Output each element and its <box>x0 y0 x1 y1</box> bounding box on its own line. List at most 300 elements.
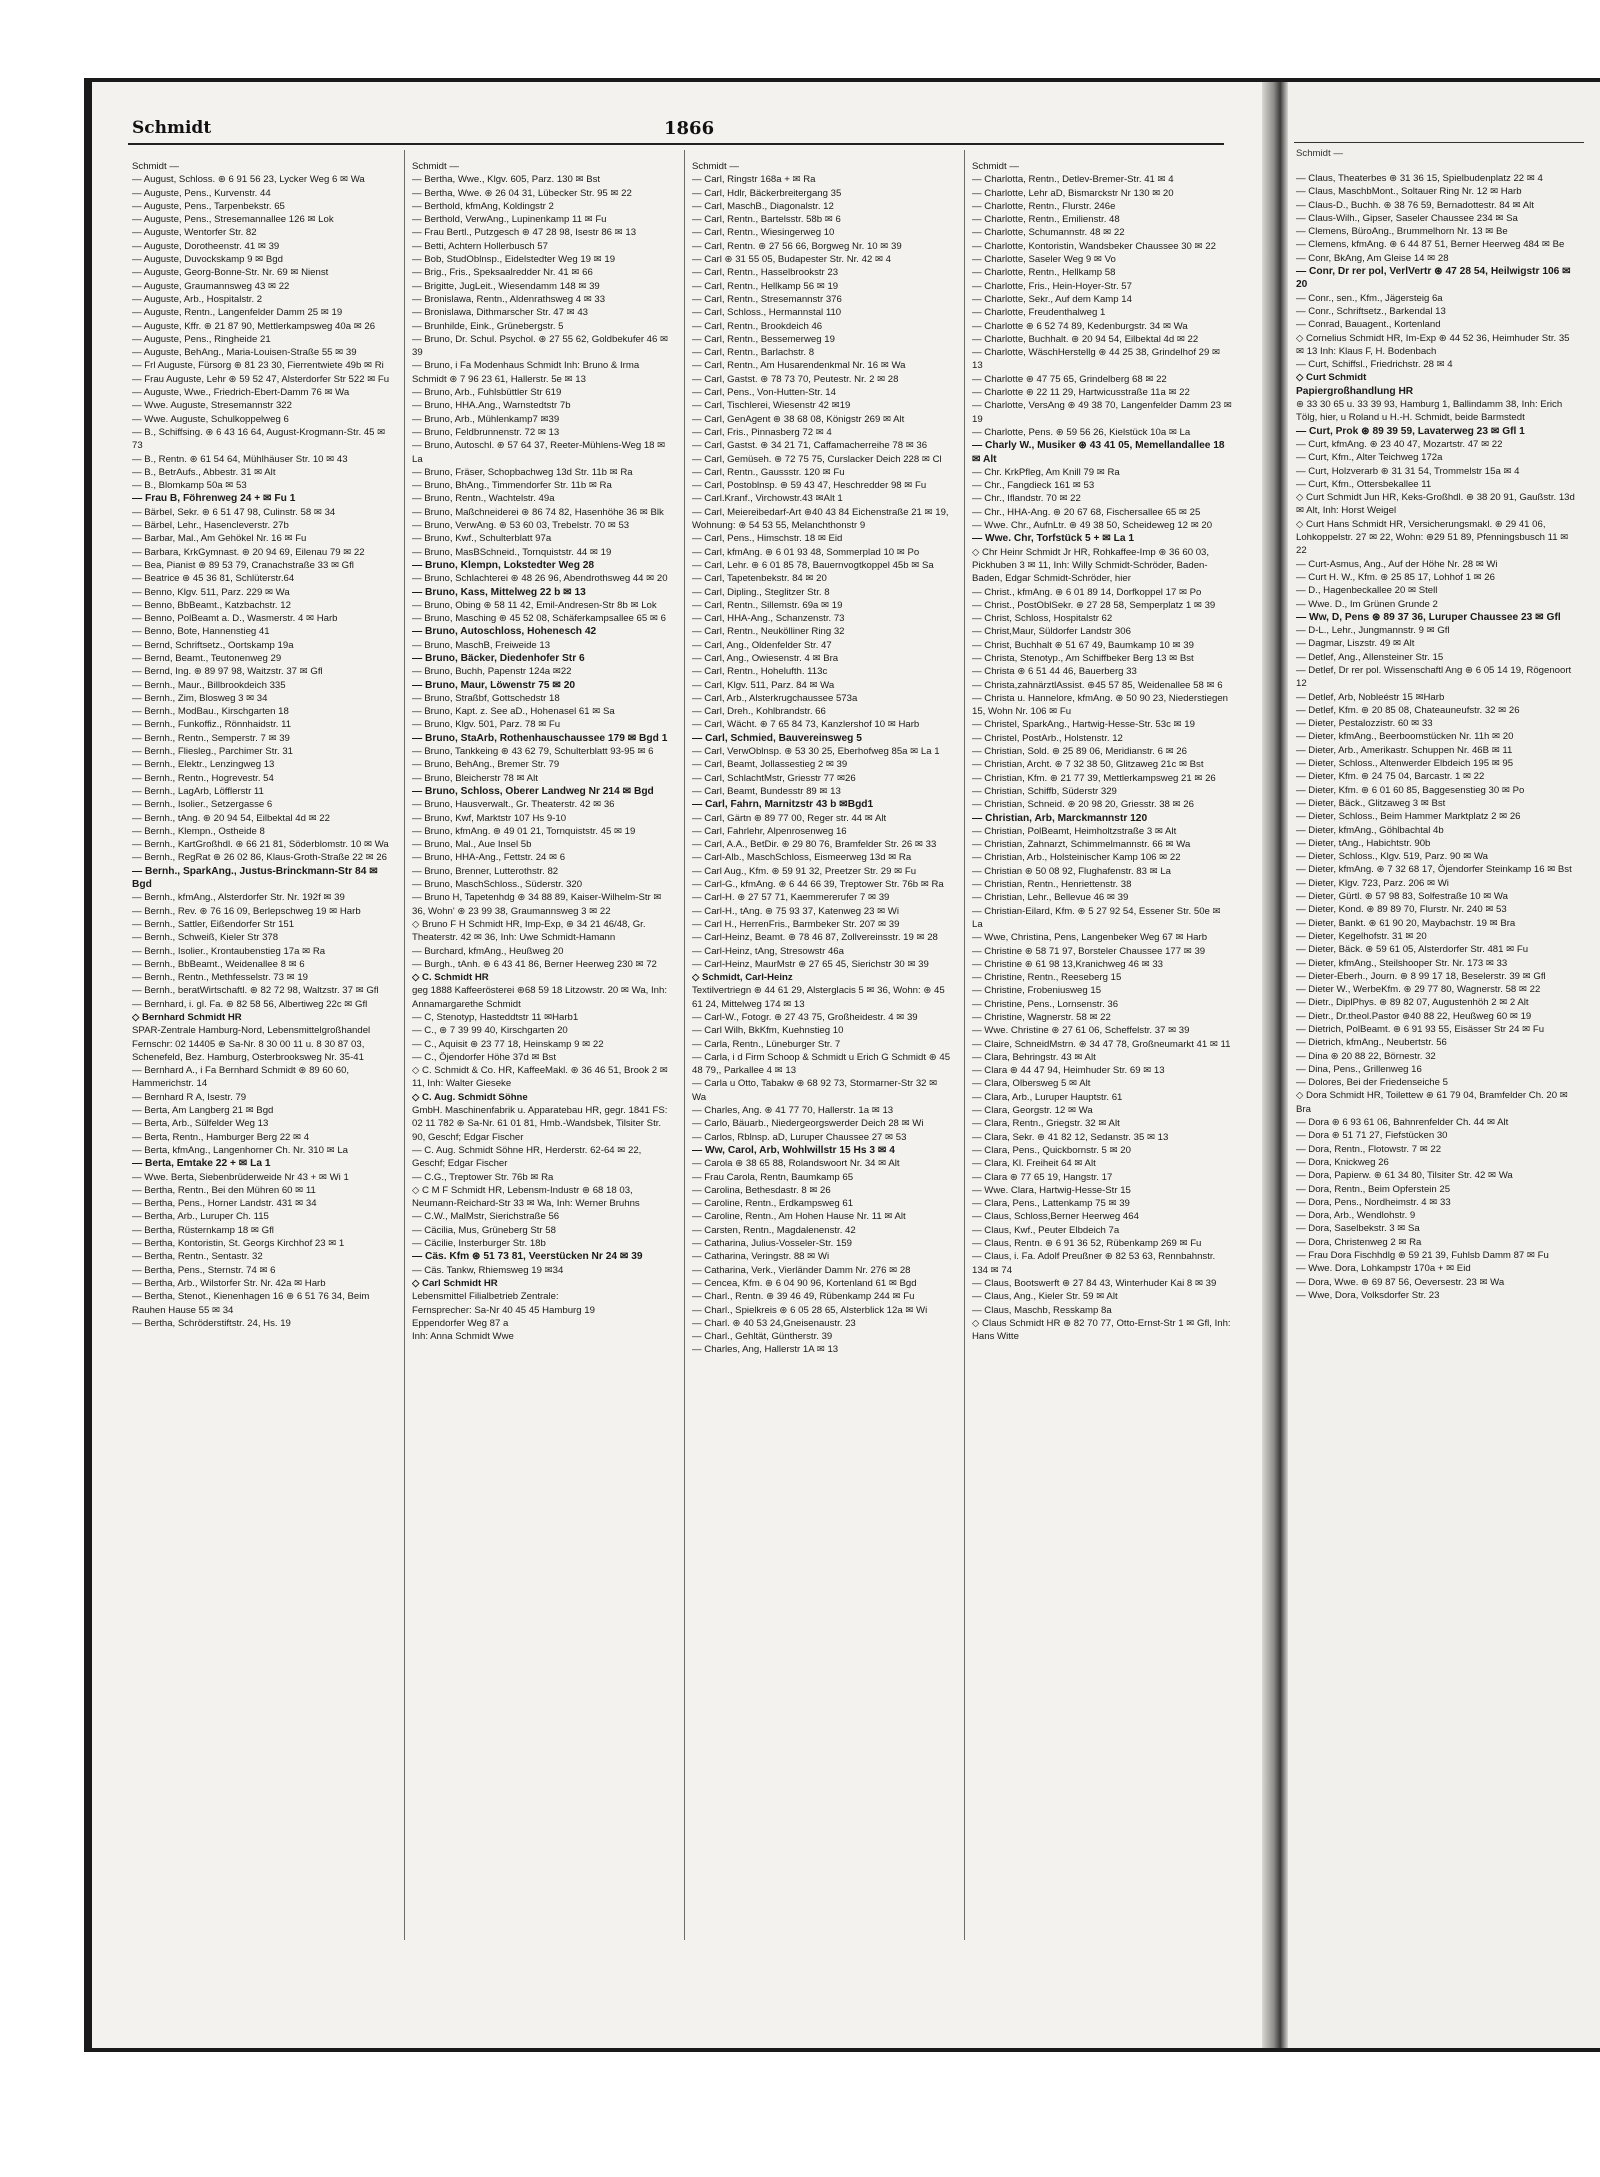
directory-entry: — Carl.Kranf., Virchowstr.43 ✉Alt 1 <box>692 493 843 505</box>
directory-entry: — Bernh., tAng. ⊛ 20 94 54, Eilbektal 4d ✉ 22 <box>132 812 330 824</box>
directory-entry: — Burgh., tAnh. ⊛ 6 43 41 86, Berner Heerweg 230 ✉ 72 <box>412 958 657 970</box>
directory-entry: GmbH. Maschinenfabrik u. Apparatebau HR, gegr. 1841 FS: 02 11 782 ⊛ Sa-Nr. 61 01 81, Hmb.-Wandsbek, Tilsiter Str. 90, Geschf; Edgar Fischer <box>412 1105 668 1143</box>
directory-entry: — Clara ⊛ 44 47 94, Heimhuder Str. 69 ✉ 13 <box>972 1065 1165 1077</box>
directory-entry: — Christine, Wagnerstr. 58 ✉ 22 <box>972 1012 1111 1023</box>
directory-entry: — Christ, Buchhalt ⊛ 51 67 49, Baumkamp 10 ✉ 39 <box>972 639 1194 651</box>
directory-entry: — Charlotte ⊛ 22 11 29, Hartwicusstraße 11a ✉ 22 <box>972 387 1190 399</box>
directory-entry: — Carl, Fahrn, Marnitzstr 43 b ✉Bgd1 <box>692 799 874 811</box>
directory-entry: — C.W., MalMstr, Sierichstraße 56 <box>412 1211 560 1223</box>
column-divider <box>404 150 405 1940</box>
directory-entry: — Carl Aug., Kfm. ⊛ 59 91 32, Preetzer Str. 29 ✉ Fu <box>692 865 917 877</box>
directory-entry: — Carl, Ang., Oldenfelder Str. 47 <box>692 639 832 651</box>
directory-entry: — Carl, Fahrlehr, Alpenrosenweg 16 <box>692 825 847 837</box>
directory-entry: — Bea, Pianist ⊛ 89 53 79, Cranachstraße 33 ✉ Gfl <box>132 559 354 571</box>
directory-entry: — Carl, Rentn., Bartelsstr. 58b ✉ 6 <box>692 214 841 226</box>
directory-entry: — Berta, Arb., Sülfelder Weg 13 <box>132 1118 269 1130</box>
directory-entry: — Wwe. Dora, Lohkampstr 170a + ✉ Eid <box>1296 1263 1471 1275</box>
directory-entry: — Benno, PolBeamt a. D., Wasmerstr. 4 ✉ Harb <box>132 613 338 625</box>
directory-entry: — Christian, Arb., Holsteinischer Kamp 106 ✉ 22 <box>972 852 1181 864</box>
directory-entry: — Curt, kfmAng. ⊛ 23 40 47, Mozartstr. 47 ✉ 22 <box>1296 438 1503 450</box>
directory-entry: — Christine ⊛ 61 98 13,Kranichweg 46 ✉ 33 <box>972 958 1163 970</box>
directory-entry: — Detlef, Kfm. ⊛ 20 85 08, Chateauneufstr. 32 ✉ 26 <box>1296 704 1520 716</box>
directory-entry: — Dina, Pens., Grillenweg 16 <box>1296 1063 1422 1075</box>
running-head-surname: Schmidt <box>132 118 212 138</box>
directory-entry: — Bruno, HHA-Ang., Fettstr. 24 ✉ 6 <box>412 852 566 864</box>
directory-entry: — Bruno, Klgv. 501, Parz. 78 ✉ Fu <box>412 719 561 731</box>
directory-entry: — Bernh., KartGroßhdl. ⊛ 66 21 81, Söderblomstr. 10 ✉ Wa <box>132 839 389 851</box>
directory-entry: — Curt, Holzverarb ⊛ 31 31 54, Trommelstr 15a ✉ 4 <box>1296 465 1520 477</box>
directory-entry: — Bärbel, Sekr. ⊛ 6 51 47 98, Culinstr. 58 ✉ 34 <box>132 506 336 518</box>
directory-entry: — Clara, Sekr. ⊛ 41 82 12, Sedanstr. 35 ✉ 13 <box>972 1131 1169 1143</box>
directory-entry: — Bertha, Arb., Luruper Ch. 115 <box>132 1211 269 1223</box>
directory-entry: — Wwe. D., Im Grünen Grunde 2 <box>1296 598 1438 610</box>
directory-entry: — Christian, Sold. ⊛ 25 89 06, Meridianstr. 6 ✉ 26 <box>972 746 1187 758</box>
directory-entry: — Claus, Maschb, Resskamp 8a <box>972 1304 1112 1316</box>
directory-entry: — Bruno, StaArb, Rothenhauschaussee 179 ✉ Bgd 1 <box>412 732 668 744</box>
directory-entry: — Bernh., Isolier., Setzergasse 6 <box>132 799 273 811</box>
directory-entry: — Bernh., beratWirtschaftl. ⊛ 82 72 98, Waltzstr. 37 ✉ Gfl <box>132 985 379 997</box>
directory-entry: — Christine ⊛ 58 71 97, Borsteler Chaussee 177 ✉ 39 <box>972 945 1206 957</box>
directory-entry: — Bruno, Straßbf, Gottschedstr 18 <box>412 692 560 704</box>
directory-entry: — Bertha, Rentn., Sentastr. 32 <box>132 1251 263 1263</box>
directory-entry: — Carl, Schloss., Hermannstal 110 <box>692 307 842 319</box>
directory-entry: — Charlotta, Rentn., Detlev-Bremer-Str. 41 ✉ 4 <box>972 174 1174 186</box>
directory-entry: — Claus, MaschbMont., Soltauer Ring Nr. 12 ✉ Harb <box>1296 186 1522 198</box>
directory-entry: — Bruno, Maßchneiderei ⊛ 86 74 82, Hasenhöhe 36 ✉ Blk <box>412 506 664 518</box>
directory-entry: — Berta, Emtake 22 + ✉ La 1 <box>132 1158 271 1170</box>
directory-entry: — Carl, MaschB., Diagonalstr. 12 <box>692 200 834 212</box>
directory-entry: — Bernh., SparkAng., Justus-Brinckmann-Str 84 ✉ Bgd <box>132 865 378 891</box>
directory-entry: — Bruno, HHA.Ang., Warnstedtstr 7b <box>412 400 571 412</box>
directory-entry: Textilvertriegn ⊛ 44 61 29, Alsterglacis 5 ✉ 36, Wohn: ⊛ 45 61 24, Mittelweg 174 ✉ 13 <box>692 985 945 1010</box>
directory-entry: — Charl., Spielkreis ⊛ 6 05 28 65, Alsterblick 12a ✉ Wi <box>692 1304 928 1316</box>
directory-entry: — Carl, Meiereibedarf-Art ⊛40 43 84 Eichenstraße 21 ✉ 19, Wohnung: ⊛ 54 53 55, Melanchthonstr 9 <box>692 506 949 532</box>
right-page-rule <box>1294 142 1584 143</box>
directory-entry: — Bernhard, i. gl. Fa. ⊛ 82 58 56, Albertiweg 22c ✉ Gfl <box>132 998 368 1010</box>
directory-entry: — Berthold, VerwAng., Lupinenkamp 11 ✉ Fu <box>412 214 607 226</box>
directory-entry: — Catharina, Julius-Vosseler-Str. 159 <box>692 1238 852 1250</box>
directory-entry: — Barbar, Mal., Am Gehökel Nr. 16 ✉ Fu <box>132 533 307 545</box>
directory-entry: — Bertha, Kontoristin, St. Georgs Kirchhof 23 ✉ 1 <box>132 1238 345 1250</box>
directory-entry: — Christian, Arb, Marckmannstr 120 <box>972 812 1148 824</box>
directory-entry: — Carl, A.A., BetDir. ⊛ 29 80 76, Bramfelder Str. 26 ✉ 33 <box>692 839 937 851</box>
directory-entry: — Carl, Ang., Owiesenstr. 4 ✉ Bra <box>692 652 839 664</box>
directory-entry: — Carolina, Bethesdastr. 8 ✉ 26 <box>692 1184 831 1196</box>
directory-entry: — Bernd, Ing. ⊛ 89 97 98, Waitzstr. 37 ✉ Gfl <box>132 666 323 678</box>
directory-entry: — Bernh., RegRat ⊛ 26 02 86, Klaus-Groth-Straße 22 ✉ 26 <box>132 852 387 864</box>
directory-entry: — Carl, Dipling., Steglitzer Str. 8 <box>692 586 830 598</box>
directory-entry: — Chr., Iflandstr. 70 ✉ 22 <box>972 493 1081 505</box>
directory-entry: — Charlotte ⊛ 6 52 74 89, Kedenburgstr. 34 ✉ Wa <box>972 320 1188 332</box>
directory-entry: ◇ Cornelius Schmidt HR, Im-Exp ⊛ 44 52 36, Heimhuder Str. 35 ✉ 13 Inh: Klaus F, H. Bodenbach <box>1296 332 1570 357</box>
directory-entry: — Wwe. Berta, Siebenbrüderweide Nr 43 + ✉ Wi 1 <box>132 1171 349 1183</box>
directory-entry: — Bernh., Rentn., Semperstr. 7 ✉ 39 <box>132 732 290 744</box>
directory-entry: — Dieter, kfmAng. ⊛ 7 32 68 17, Öjendorfer Steinkamp 16 ✉ Bst <box>1296 864 1572 876</box>
directory-entry: — Conr, BkAng, Am Gleise 14 ✉ 28 <box>1296 252 1449 264</box>
directory-entry: — Bernh., LagArb, Löfflerstr 11 <box>132 785 264 797</box>
directory-entry: — Wwe. Auguste, Schulkoppelweg 6 <box>132 413 289 425</box>
directory-entry: — Barbara, KrkGymnast. ⊛ 20 94 69, Eilenau 79 ✉ 22 <box>132 546 365 558</box>
directory-entry: — Conrad, Bauagent., Kortenland <box>1296 319 1441 331</box>
directory-entry: — Catharina, Veringstr. 88 ✉ Wi <box>692 1251 830 1263</box>
directory-entry: — Ww, D, Pens ⊛ 89 37 36, Luruper Chaussee 23 ✉ Gfl <box>1296 611 1561 623</box>
directory-entry: — Charlotte, Buchhalt. ⊛ 20 94 54, Eilbektal 4d ✉ 22 <box>972 333 1199 345</box>
directory-column-1 <box>132 160 392 1960</box>
directory-entry: — C., ⊛ 7 39 99 40, Kirschgarten 20 <box>412 1025 568 1037</box>
directory-entry: — Carl, Arb., Alsterkrugchaussee 573a <box>692 692 858 704</box>
directory-entry: — Clara, Kl. Freiheit 64 ✉ Alt <box>972 1158 1096 1170</box>
directory-entry: — Dieter, Pestalozzistr. 60 ✉ 33 <box>1296 718 1433 730</box>
directory-entry: — Carla u Otto, Tabakw ⊛ 68 92 73, Stormarner-Str 32 ✉ Wa <box>692 1078 938 1103</box>
directory-entry: — Frau Dora Fischhdlg ⊛ 59 21 39, Fuhlsb Damm 87 ✉ Fu <box>1296 1250 1549 1262</box>
directory-entry: — Curt-Asmus, Ang., Auf der Höhe Nr. 28 ✉ Wi <box>1296 558 1498 570</box>
directory-entry: — Dietr., Dr.theol.Pastor ⊛40 88 22, Heußweg 60 ✉ 19 <box>1296 1010 1532 1022</box>
directory-entry: — Bernh., Isolier., Krontaubenstieg 17a ✉ Ra <box>132 945 326 957</box>
directory-entry: — Carl, Rentn. ⊛ 27 56 66, Borgweg Nr. 10 ✉ 39 <box>692 240 902 252</box>
directory-entry: — Carl, Rentn., Gaussstr. 120 ✉ Fu <box>692 466 845 478</box>
directory-entry: — Dora, Pens., Nordheimstr. 4 ✉ 33 <box>1296 1196 1451 1208</box>
directory-entry: — Dietrich, kfmAng., Neubertstr. 56 <box>1296 1037 1447 1049</box>
directory-entry: — Bernh., Klempn., Ostheide 8 <box>132 825 265 837</box>
directory-entry: Fernschr: 02 14405 ⊛ Sa-Nr. 8 30 00 11 u. 8 30 87 03, Schenefeld, Bez. Hamburg, Osterbrooksweg Nr. 35-41 <box>132 1038 365 1063</box>
directory-entry: — Bruno, Bleicherstr 78 ✉ Alt <box>412 772 538 784</box>
directory-entry: — Bernhard A., i Fa Bernhard Schmidt ⊛ 89 60 60, Hammerichstr. 14 <box>132 1065 350 1090</box>
directory-entry: — Clara, Rentn., Griegstr. 32 ✉ Alt <box>972 1118 1120 1130</box>
directory-entry: — Bertha, Stenot., Kienenhagen 16 ⊛ 6 51 76 34, Beim Rauhen Hause 55 ✉ 34 <box>132 1291 370 1316</box>
directory-entry: — Dieter, Arb., Amerikastr. Schuppen Nr. 46B ✉ 11 <box>1296 744 1513 756</box>
directory-entry: — Clara, Arb., Luruper Hauptstr. 61 <box>972 1091 1123 1103</box>
directory-entry: — Dina ⊛ 20 88 22, Börnestr. 32 <box>1296 1050 1436 1062</box>
directory-entry: ◇ C. Aug. Schmidt Söhne <box>412 1091 528 1103</box>
directory-entry: — Carl, Beamt, Bundesstr 89 ✉ 13 <box>692 785 841 797</box>
directory-entry: — Bruno, VerwAng. ⊛ 53 60 03, Trebelstr. 70 ✉ 53 <box>412 520 630 532</box>
directory-entry: — Dieter W., WerbeKfm. ⊛ 29 77 80, Wagnerstr. 58 ✉ 22 <box>1296 984 1541 996</box>
directory-entry: Inh: Anna Schmidt Wwe <box>412 1331 514 1343</box>
directory-entry: — B., BetrAufs., Abbestr. 31 ✉ Alt <box>132 466 276 478</box>
directory-entry: — Bruno, MasBSchneid., Tornquiststr. 44 ✉ 19 <box>412 546 612 558</box>
directory-entry: — Carl-W., Fotogr. ⊛ 27 43 75, Großheidestr. 4 ✉ 39 <box>692 1012 918 1023</box>
directory-entry: — Carlos, Rblnsp. aD, Luruper Chaussee 27 ✉ 53 <box>692 1131 907 1143</box>
directory-entry: — Bernh., BbBeamt., Weidenallee 8 ✉ 6 <box>132 958 305 970</box>
directory-entry: — Cencea, Kfm. ⊛ 6 04 90 96, Kortenland 61 ✉ Bgd <box>692 1277 917 1289</box>
directory-entry: — Frau Auguste, Lehr ⊛ 59 52 47, Alsterdorfer Str 522 ✉ Fu <box>132 373 390 385</box>
column-divider <box>684 150 685 1940</box>
directory-entry: — Clemens, kfmAng. ⊛ 6 44 87 51, Berner Heerweg 484 ✉ Be <box>1296 239 1565 251</box>
directory-entry: — Bernh., ModBau., Kirschgarten 18 <box>132 706 289 718</box>
directory-entry: — Christine, Rentn., Reeseberg 15 <box>972 972 1122 984</box>
directory-entry: — Carl, VerwOblnsp. ⊛ 53 30 25, Eberhofweg 85a ✉ La 1 <box>692 746 940 758</box>
directory-entry: — C., Öjendorfer Höhe 37d ✉ Bst <box>412 1051 557 1063</box>
directory-entry: — Dora, Wwe. ⊛ 69 87 56, Oeversestr. 23 ✉ Wa <box>1296 1276 1505 1288</box>
directory-entry: — Christ, Schloss, Hospitalstr 62 <box>972 613 1113 625</box>
directory-entry: — Claus-Wilh., Gipser, Saseler Chaussee 234 ✉ Sa <box>1296 212 1518 224</box>
directory-entry: — Carl, Postoblnsp. ⊛ 59 43 47, Heschredder 98 ✉ Fu <box>692 480 927 492</box>
directory-entry: — Bernd, Schriftsetz., Oortskamp 19a <box>132 639 294 651</box>
directory-entry: — Bertha, Rüsternkamp 18 ✉ Gfl <box>132 1224 274 1236</box>
directory-entry: — Carl, Gastst. ⊛ 34 21 71, Caffamacherreihe 78 ✉ 36 <box>692 440 928 452</box>
directory-entry: — Bruno, BehAng., Bremer Str. 79 <box>412 759 560 771</box>
directory-entry: — Bernh., Schweiß, Kieler Str 378 <box>132 932 279 944</box>
directory-entry: — Carl, Tapetenbekstr. 84 ✉ 20 <box>692 573 827 585</box>
directory-entry: — Bernhard R A, Isestr. 79 <box>132 1091 247 1103</box>
directory-entry: — Claus, Rentn. ⊛ 6 91 36 52, Rübenkamp 269 ✉ Fu <box>972 1238 1202 1250</box>
directory-entry: — Charlotte, Rentn., Hellkamp 58 <box>972 267 1116 279</box>
directory-entry: — Brig., Fris., Speksaalredder Nr. 41 ✉ 66 <box>412 267 593 279</box>
directory-entry: ◇ C M F Schmidt HR, Lebensm-Industr ⊛ 68 18 03, Neumann-Reichard-Str 33 ✉ Wa, Inh: Werner Bruhns <box>412 1184 640 1210</box>
directory-entry: — Charlotte, Rentn., Emilienstr. 48 <box>972 214 1120 226</box>
directory-entry: — Carl, Rentn., Wiesingerweg 10 <box>692 227 835 239</box>
directory-entry: — Dietr., DiplPhys. ⊛ 89 82 07, Augustenhöh 2 ✉ 2 Alt <box>1296 997 1529 1009</box>
directory-entry: — Benno, Klgv. 511, Parz. 229 ✉ Wa <box>132 586 290 598</box>
directory-entry: — Conr, Dr rer pol, VerlVertr ⊛ 47 28 54, Heilwigstr 106 ✉ 20 <box>1296 266 1571 291</box>
directory-entry: — Curt, Prok ⊛ 89 39 59, Lavaterweg 23 ✉ Gfl 1 <box>1296 425 1525 437</box>
directory-entry: — Carl, Beamt, Jollassestieg 2 ✉ 39 <box>692 759 848 771</box>
directory-entry: — Clara, Olbersweg 5 ✉ Alt <box>972 1078 1091 1090</box>
directory-entry: — Christian, Schneid. ⊛ 20 98 20, Griesstr. 38 ✉ 26 <box>972 799 1194 811</box>
directory-entry: Schmidt — <box>132 161 179 172</box>
directory-entry: — Conr., sen., Kfm., Jägersteig 6a <box>1296 292 1443 304</box>
directory-entry: — Dora, Rentn., Beim Opferstein 25 <box>1296 1183 1451 1195</box>
directory-entry: — Bertha, Rentn., Bei den Mühren 60 ✉ 11 <box>132 1184 316 1196</box>
directory-entry: — Carlo, Bäuarb., Niedergeorgswerder Deich 28 ✉ Wi <box>692 1118 924 1130</box>
directory-entry: — Beatrice ⊛ 45 36 81, Schlüterstr.64 <box>132 573 295 585</box>
directory-entry: — Bruno, Maur, Löwenstr 75 ✉ 20 <box>412 679 576 691</box>
directory-entry: — Dieter, tAng., Habichtstr. 90b <box>1296 837 1431 849</box>
directory-entry: — D-L., Lehr., Jungmannstr. 9 ✉ Gfl <box>1296 625 1450 637</box>
directory-entry: — Dora, Christenweg 2 ✉ Ra <box>1296 1236 1422 1248</box>
directory-entry: — Berta, Rentn., Hamburger Berg 22 ✉ 4 <box>132 1131 310 1143</box>
directory-entry: — Bruno, Kass, Mittelweg 22 b ✉ 13 <box>412 586 586 598</box>
directory-entry: — Bernh., Funkoffiz., Rönnhaidstr. 11 <box>132 719 292 731</box>
directory-entry: — Christian ⊛ 50 08 92, Flughafenstr. 83 ✉ La <box>972 865 1171 877</box>
directory-entry: — Bruno, BhAng., Timmendorfer Str. 11b ✉ Ra <box>412 480 612 492</box>
directory-entry: — Christian, Rentn., Henriettenstr. 38 <box>972 879 1132 891</box>
directory-entry: — Bruno, Rentn., Wachtelstr. 49a <box>412 493 555 505</box>
directory-entry: — Dieter, Gürtl. ⊛ 57 98 83, Solfestraße 10 ✉ Wa <box>1296 891 1508 903</box>
directory-entry: — Carl, Rentn., Sillemstr. 69a ✉ 19 <box>692 599 843 611</box>
directory-entry: — Carsten, Rentn., Magdalenenstr. 42 <box>692 1224 856 1236</box>
directory-entry: — Carl H., HerrenFris., Barmbeker Str. 207 ✉ 39 <box>692 918 900 930</box>
directory-entry: — Auguste, Wwe., Friedrich-Ebert-Damm 76 ✉ Wa <box>132 387 350 399</box>
directory-entry: — Bernh., Maur., Billbrookdeich 335 <box>132 679 286 691</box>
directory-entry: — Carl, Rentn., Am Husarendenkmal Nr. 16 ✉ Wa <box>692 360 906 372</box>
directory-entry: — Cäs. Kfm ⊛ 51 73 81, Veerstücken Nr 24 ✉ 39 <box>412 1251 643 1263</box>
book-gutter <box>1262 82 1288 2048</box>
directory-entry: — August, Schloss. ⊛ 6 91 56 23, Lycker Weg 6 ✉ Wa <box>132 174 365 186</box>
directory-entry: — Christine, Frobeniusweg 15 <box>972 985 1102 997</box>
directory-entry: — Clara, Georgstr. 12 ✉ Wa <box>972 1105 1093 1117</box>
directory-entry: — Carl, Rentn., Bessemerweg 19 <box>692 333 835 345</box>
directory-entry: — Carl, Rentn., Hellkamp 56 ✉ 19 <box>692 280 839 292</box>
directory-entry: — Dieter, Kegelhofstr. 31 ✉ 20 <box>1296 930 1427 942</box>
directory-entry: — Carla, i d Firm Schoop & Schmidt u Erich G Schmidt ⊛ 45 48 79,, Parkallee 4 ✉ 13 <box>692 1051 951 1077</box>
directory-entry: — Auguste, Graumannsweg 43 ✉ 22 <box>132 280 290 292</box>
directory-entry: ◇ Curt Schmidt Jun HR, Keks-Großhdl. ⊛ 38 20 91, Gaußstr. 13d ✉ Alt, Inh: Horst Weigel <box>1296 492 1575 517</box>
directory-entry: — Charl., Rentn. ⊛ 39 46 49, Rübenkamp 244 ✉ Fu <box>692 1291 915 1303</box>
directory-entry: Lebensmittel Filialbetrieb Zentrale: <box>412 1291 559 1303</box>
directory-entry: — Christ., kfmAng. ⊛ 6 01 89 14, Dorfkoppel 17 ✉ Po <box>972 586 1202 598</box>
directory-entry: — Dolores, Bei der Friedenseiche 5 <box>1296 1077 1448 1089</box>
directory-entry: — Charl., Gehltät, Güntherstr. 39 <box>692 1331 833 1343</box>
directory-entry: — Charly W., Musiker ⊛ 43 41 05, Memellandallee 18 ✉ Alt <box>972 440 1225 465</box>
directory-entry: — Dora, Saselbekstr. 3 ✉ Sa <box>1296 1223 1420 1235</box>
directory-entry: — Dagmar, Liszstr. 49 ✉ Alt <box>1296 638 1415 650</box>
directory-entry: SPAR-Zentrale Hamburg-Nord, Lebensmittelgroßhandel <box>132 1025 371 1037</box>
directory-entry: — Bernh., Elektr., Lenzingweg 13 <box>132 759 275 771</box>
directory-entry: — C. Aug. Schmidt Söhne HR, Herderstr. 62-64 ✉ 22, Geschf; Edgar Fischer <box>412 1144 642 1170</box>
directory-entry: — Christ., PostOblSekr. ⊛ 27 28 58, Semperplatz 1 ✉ 39 <box>972 599 1216 611</box>
directory-entry: — Carl Wilh, BkKfm, Kuehnstieg 10 <box>692 1025 844 1037</box>
directory-entry: — Ww, Carol, Arb, Wohlwillstr 15 Hs 3 ✉ 4 <box>692 1144 895 1156</box>
directory-entry: ◇ C. Schmidt HR <box>412 972 489 984</box>
directory-entry: ◇ Bernhard Schmidt HR <box>132 1012 242 1023</box>
directory-entry: — Bruno, Autoschl. ⊛ 57 64 37, Reeter-Mühlens-Weg 18 ✉ La <box>412 440 666 465</box>
directory-entry: — Dora, Knickweg 26 <box>1296 1156 1389 1168</box>
directory-entry: — Carl, kfmAng. ⊛ 6 01 93 48, Sommerplad 10 ✉ Po <box>692 546 920 558</box>
directory-entry: — Carl, GenAgent ⊛ 38 68 08, Königstr 269 ✉ Alt <box>692 413 905 425</box>
directory-entry: — Christian, Archt. ⊛ 7 32 38 50, Glitzaweg 21c ✉ Bst <box>972 759 1204 771</box>
directory-entry: — Frau B, Föhrenweg 24 + ✉ Fu 1 <box>132 493 296 505</box>
directory-entry: — C., Aquisit ⊛ 23 77 18, Heinskamp 9 ✉ 22 <box>412 1038 604 1050</box>
directory-entry: — Bertha, Wwe. ⊛ 26 04 31, Lübecker Str. 95 ✉ 22 <box>412 187 632 199</box>
directory-entry: — Auguste, Pens., Stresemannallee 126 ✉ Lok <box>132 214 334 226</box>
directory-entry: — Claus, Bootswerft ⊛ 27 84 43, Winterhuder Kai 8 ✉ 39 <box>972 1277 1217 1289</box>
directory-entry: — Carl, Ringstr 168a + ✉ Ra <box>692 174 816 186</box>
directory-entry: Schmidt — <box>412 161 459 172</box>
directory-entry: — Christine, Pens., Lornsenstr. 36 <box>972 998 1119 1010</box>
directory-entry: — Carl, Pens., Von-Hutten-Str. 14 <box>692 387 836 399</box>
directory-entry: — Auguste, Arb., Hospitalstr. 2 <box>132 293 263 305</box>
directory-entry: — Carl-H. ⊛ 27 57 71, Kaemmererufer 7 ✉ 39 <box>692 892 890 904</box>
directory-entry: — Auguste, Kffr. ⊛ 21 87 90, Mettlerkampsweg 40a ✉ 26 <box>132 320 376 332</box>
directory-entry: — Bernd, Beamt., Teutonenweg 29 <box>132 652 282 664</box>
directory-entry: — Carl, Gärtn ⊛ 89 77 00, Reger str. 44 ✉ Alt <box>692 812 887 824</box>
directory-entry: — Claus, Ang., Kieler Str. 59 ✉ Alt <box>972 1291 1118 1303</box>
directory-entry: — Bruno, kfmAng. ⊛ 49 01 21, Tornquiststr. 45 ✉ 19 <box>412 825 636 837</box>
directory-entry: — Carl-Heinz, tAng, Stresowstr 46a <box>692 945 844 957</box>
column-divider <box>964 150 965 1940</box>
directory-entry: — Dieter, Bankt. ⊛ 61 90 20, Maybachstr. 19 ✉ Bra <box>1296 917 1516 929</box>
directory-entry: — Bruno, Tankkeing ⊛ 43 62 79, Schulterblatt 93-95 ✉ 6 <box>412 746 654 758</box>
directory-entry: — Bruno, Arb., Mühlenkamp7 ✉39 <box>412 413 560 425</box>
directory-entry: — Carla, Rentn., Lüneburger Str. 7 <box>692 1038 841 1050</box>
directory-entry: — Christian, Kfm. ⊛ 21 77 39, Mettlerkampsweg 21 ✉ 26 <box>972 772 1216 784</box>
directory-entry: — Charlotte, Schumannstr. 48 ✉ 22 <box>972 227 1125 239</box>
directory-entry: — C, Stenotyp, Hasteddtstr 11 ✉Harb1 <box>412 1012 579 1023</box>
directory-entry: — Claus, Schloss,Berner Heerweg 464 <box>972 1211 1139 1223</box>
directory-entry: — Carl, Rentn., Hohelufth. 113c <box>692 666 828 678</box>
directory-entry: — Bruno, Feldbrunnenstr. 72 ✉ 13 <box>412 426 560 438</box>
directory-entry: — Dora ⊛ 51 71 27, Fiefstücken 30 <box>1296 1130 1448 1142</box>
directory-entry: — Bruno, Fräser, Schopbachweg 13d Str. 11b ✉ Ra <box>412 466 633 478</box>
directory-entry: — Bertha, Pens., Sternstr. 74 ✉ 6 <box>132 1264 276 1276</box>
directory-entry: — Carl, Rentn., Barlachstr. 8 <box>692 347 815 359</box>
directory-entry: — Bertha, Arb., Wilstorfer Str. Nr. 42a ✉ Harb <box>132 1277 326 1289</box>
directory-entry: — Bronislawa, Dithmarscher Str. 47 ✉ 43 <box>412 307 588 319</box>
directory-entry: — Carl-H., tAng. ⊛ 75 93 37, Katenweg 23 ✉ Wi <box>692 905 899 917</box>
directory-entry: — Chr., Fangdieck 161 ✉ 53 <box>972 480 1095 492</box>
directory-entry: — Catharina, Verk., Vierländer Damm Nr. 276 ✉ 28 <box>692 1264 911 1276</box>
directory-entry: — Carl, Fris., Pinnasberg 72 ✉ 4 <box>692 426 832 438</box>
directory-entry: geg 1888 Kaffeerösterei ⊛68 59 18 Litzowstr. 20 ✉ Wa, Inh: Annamargarethe Schmidt <box>412 985 668 1010</box>
directory-entry: — Carl, Gastst. ⊛ 78 73 70, Peutestr. Nr. 2 ✉ 28 <box>692 373 899 385</box>
directory-entry: — Curt H. W., Kfm. ⊛ 25 85 17, Lohhof 1 ✉ 26 <box>1296 571 1495 583</box>
directory-entry: — Detlef, Arb, Nobleéstr 15 ✉Harb <box>1296 691 1445 703</box>
directory-entry: — Dieter, Bäck., Glitzaweg 3 ✉ Bst <box>1296 797 1446 809</box>
directory-entry: — Charlotte, Rentn., Flurstr. 246e <box>972 200 1116 212</box>
directory-entry: ◇ C. Schmidt & Co. HR, KaffeeMakl. ⊛ 36 46 51, Brook 2 ✉ 11, Inh: Walter Gieseke <box>412 1065 668 1090</box>
directory-entry: — Bernh., Rentn., Methfesselstr. 73 ✉ 19 <box>132 972 309 984</box>
directory-entry: — Carl, Rentn., Neukölliner Ring 32 <box>692 626 845 638</box>
directory-entry: — Berta, Am Langberg 21 ✉ Bgd <box>132 1105 274 1117</box>
directory-entry: — Dieter, Schloss., Klgv. 519, Parz. 90 ✉ Wa <box>1296 851 1488 863</box>
directory-entry: — Detlef, Dr rer pol. Wissenschaftl Ang ⊛ 6 05 14 19, Rögenoort 12 <box>1296 664 1572 690</box>
directory-entry: — Dieter, kfmAng., Göhlbachtal 4b <box>1296 824 1444 836</box>
directory-entry: — Charlotte, Pens. ⊛ 59 56 26, Kielstück 10a ✉ La <box>972 426 1191 438</box>
directory-entry: — Claus, Kwf., Peuter Elbdeich 7a <box>972 1224 1120 1236</box>
directory-entry: — Bruno, Schloss, Oberer Landweg Nr 214 ✉ Bgd <box>412 785 654 797</box>
header-rule <box>128 143 1224 145</box>
directory-entry: — Cäcilie, Insterburger Str. 18b <box>412 1238 546 1250</box>
directory-entry: — Dora ⊛ 6 93 61 06, Bahnrenfelder Ch. 44 ✉ Alt <box>1296 1117 1509 1129</box>
directory-entry: — Carl, Rentn., Brookdeich 46 <box>692 320 823 332</box>
directory-entry: — Bruno, Dr. Schul. Psychol. ⊛ 27 55 62, Goldbekufer 46 ✉ 39 <box>412 333 669 359</box>
directory-entry: — Carl, Klgv. 511, Parz. 84 ✉ Wa <box>692 679 835 691</box>
directory-entry: — Carl, SchlachtMstr, Griesstr 77 ✉26 <box>692 772 856 784</box>
directory-entry: — Claire, SchneidMstrn. ⊛ 34 47 78, Großneumarkt 41 ✉ 11 <box>972 1038 1231 1050</box>
directory-entry: — Bruno, Arb., Fuhlsbüttler Str 619 <box>412 387 562 399</box>
directory-entry: — Carl, Dreh., Kohlbrandstr. 66 <box>692 706 826 718</box>
directory-entry: — Claus, i. Fa. Adolf Preußner ⊛ 82 53 63, Rennbahnstr. 134 ✉ 74 <box>972 1251 1216 1276</box>
directory-entry: — Carl, Pens., Himschstr. 18 ✉ Eid <box>692 533 843 545</box>
directory-entry: — Dora, Papierw. ⊛ 61 34 80, Tilsiter Str. 42 ✉ Wa <box>1296 1170 1513 1182</box>
directory-entry: — Carl ⊛ 31 55 05, Budapester Str. Nr. 42 ✉ 4 <box>692 254 891 266</box>
directory-entry: — Bruno, Masching ⊛ 45 52 08, Schäferkampsallee 65 ✉ 6 <box>412 613 666 625</box>
directory-entry: — Christa ⊛ 6 51 44 46, Bauerberg 33 <box>972 666 1137 678</box>
directory-entry: ◇ Bruno F H Schmidt HR, Imp-Exp, ⊛ 34 21 46/48, Gr. Theaterstr. 42 ✉ 36, Inh: Uwe Schmidt-Hamann <box>412 918 646 944</box>
directory-entry: — Bronislawa, Rentn., Aldenrathsweg 4 ✉ 33 <box>412 293 606 305</box>
directory-entry: — Clara, Behringstr. 43 ✉ Alt <box>972 1051 1096 1063</box>
directory-entry: — Christa,zahnärztlAssist. ⊛45 57 85, Weidenallee 58 ✉ 6 <box>972 679 1223 691</box>
directory-entry: — Clara ⊛ 77 65 19, Hangstr. 17 <box>972 1171 1113 1183</box>
directory-entry: — Bruno, Schlachterei ⊛ 48 26 96, Abendrothsweg 44 ✉ 20 <box>412 573 668 585</box>
directory-entry: — Brunhilde, Eink., Grünebergstr. 5 <box>412 320 564 332</box>
directory-entry: — Frl Auguste, Fürsorg ⊛ 81 23 30, Fierrentwiete 49b ✉ Ri <box>132 360 384 372</box>
directory-entry: — Claus, Theaterbes ⊛ 31 36 15, Spielbudenplatz 22 ✉ 4 <box>1296 173 1543 184</box>
directory-entry: — Christ,Maur, Süldorfer Landstr 306 <box>972 626 1131 638</box>
directory-entry: — Charlotte, Freudenthalweg 1 <box>972 307 1106 319</box>
directory-entry: — Charl. ⊛ 40 53 24,Gneisenaustr. 23 <box>692 1317 856 1329</box>
directory-entry: — Charlotte, Sekr., Auf dem Kamp 14 <box>972 293 1132 305</box>
directory-entry: — Carl, Hdlr, Bäckerbreitergang 35 <box>692 187 842 199</box>
directory-entry: — Carl-G., kfmAng. ⊛ 6 44 66 39, Treptower Str. 76b ✉ Ra <box>692 879 944 891</box>
directory-entry: — Christian-Eilard, Kfm. ⊛ 5 27 92 54, Essener Str. 50e ✉ La <box>972 905 1221 930</box>
directory-entry: — Caroline, Rentn., Erdkampsweg 61 <box>692 1198 854 1210</box>
directory-entry: — Carl, Wächt. ⊛ 7 65 84 73, Kanzlershof 10 ✉ Harb <box>692 719 920 731</box>
directory-entry: — Benno, BbBeamt., Katzbachstr. 12 <box>132 599 291 611</box>
directory-entry: — Charlotte, Lehr aD, Bismarckstr Nr 130 ✉ 20 <box>972 187 1174 199</box>
directory-entry: — Bruno H, Tapetenhdg ⊛ 34 88 89, Kaiser-Wilhelm-Str ✉ 36, Wohn' ⊛ 23 99 38, Graumannsweg 3 ✉ 22 <box>412 892 662 917</box>
directory-entry: — Carl, HHA-Ang., Schanzenstr. 73 <box>692 613 845 625</box>
directory-entry: — Dieter, Kfm. ⊛ 24 75 04, Barcastr. 1 ✉ 22 <box>1296 771 1485 783</box>
directory-entry: — Christian, Zahnarzt, Schimmelmannstr. 66 ✉ Wa <box>972 839 1191 851</box>
directory-entry: — B., Rentn. ⊛ 61 54 64, Mühlhäuser Str. 10 ✉ 43 <box>132 453 348 465</box>
directory-entry: — Chr., HHA-Ang. ⊛ 20 67 68, Fischersallee 65 ✉ 25 <box>972 506 1201 518</box>
directory-entry: — Bruno, Bäcker, Diedenhofer Str 6 <box>412 652 585 664</box>
directory-entry: — Bertha, Schröderstiftstr. 24, Hs. 19 <box>132 1317 291 1329</box>
directory-entry: — Carl, Gemüseh. ⊛ 72 75 75, Curslacker Deich 228 ✉ Cl <box>692 453 942 465</box>
directory-entry: — Benno, Bote, Hannenstieg 41 <box>132 626 270 638</box>
